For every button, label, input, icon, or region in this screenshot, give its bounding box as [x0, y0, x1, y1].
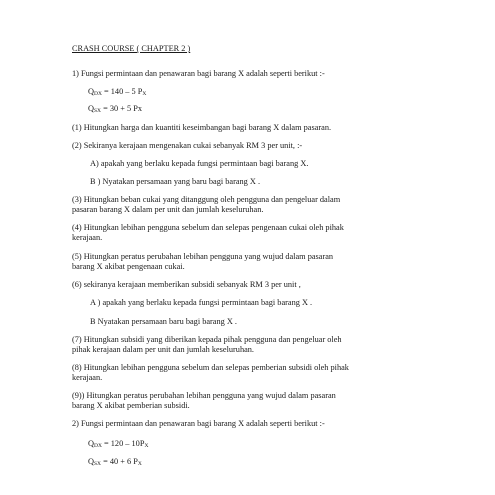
question-line: (9)) Hitungkan peratus perubahan lebihan pengguna yang wujud dalam pasaran: [72, 391, 336, 400]
question-line: (5) Hitungkan peratus perubahan lebihan pengguna yang wujud dalam pasaran: [72, 252, 334, 261]
question-line: pasaran barang X dalam per unit dan jumlah keseluruhan.: [72, 205, 264, 214]
question-line: pihak kerajaan dalam per unit dan jumlah keseluruhan.: [72, 345, 255, 354]
equation-supply-2: $Q_{SX} = 40 + 6$ $P_X$: [88, 457, 142, 467]
question-line: 1) Fungsi permintaan dan penawaran bagi barang X adalah seperti berikut :-: [72, 69, 325, 78]
question-line: kerajaan.: [72, 233, 103, 242]
question-line: A) apakah yang berlaku kepada fungsi permintaan bagi barang X.: [90, 159, 309, 168]
question-line: (2) Sekiranya kerajaan mengenakan cukai sebanyak RM 3 per unit, :-: [72, 141, 303, 150]
equation-demand-2: $Q_{DX} = 120 - 10P_X$: [88, 439, 149, 449]
question-line: (4) Hitungkan lebihan pengguna sebelum dan selepas pengenaan cukai oleh pihak: [72, 223, 344, 232]
question-line: barang X akibat pengenaan cukai.: [72, 262, 185, 271]
document-title: CRASH COURSE ( CHAPTER 2 ): [72, 44, 191, 53]
question-line: A ) apakah yang berlaku kepada fungsi permintaan bagi barang X .: [90, 298, 313, 307]
question-line: barang X akibat pemberian subsidi.: [72, 401, 190, 410]
question-line: (3) Hitungkan beban cukai yang ditanggung oleh pengguna dan pengeluar dalam: [72, 195, 341, 204]
question-line: (8) Hitungkan lebihan pengguna sebelum dan selepas pemberian subsidi oleh pihak: [72, 363, 349, 372]
question-line: 2) Fungsi permintaan dan penawaran bagi barang X adalah seperti berikut :-: [72, 419, 325, 428]
question-line: (7) Hitungkan subsidi yang diberikan kepada pihak pengguna dan pengeluar oleh: [72, 335, 342, 344]
question-line: kerajaan.: [72, 373, 103, 382]
equation-supply-1: $Q_{SX} = 30 + 5$ Px: [88, 104, 142, 114]
equation-demand-1: $Q_{DX} = 140 - 5$ $P_X$: [88, 87, 147, 97]
question-line: (1) Hitungkan harga dan kuantiti keseimbangan bagi barang X dalam pasaran.: [72, 123, 332, 132]
question-line: (6) sekiranya kerajaan memberikan subsidi sebanyak RM 3 per unit ,: [72, 280, 301, 289]
question-line: B Nyatakan persamaan baru bagi barang X .: [90, 317, 237, 326]
question-line: B ) Nyatakan persamaan yang baru bagi barang X .: [90, 177, 261, 186]
